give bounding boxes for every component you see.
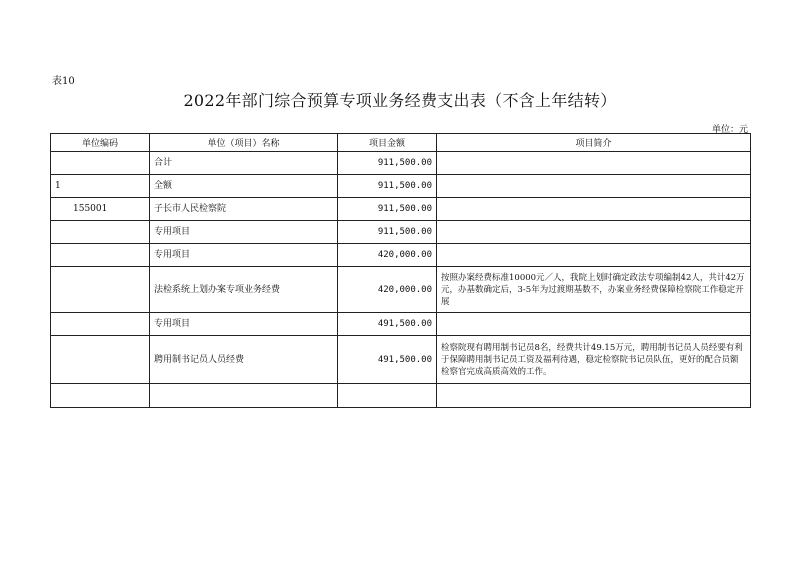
code-cell	[51, 244, 150, 267]
intro-cell	[437, 313, 751, 336]
amount-cell: 420,000.00	[338, 267, 437, 313]
amount-cell: 491,500.00	[338, 313, 437, 336]
amount-cell: 911,500.00	[338, 175, 437, 198]
table-row	[51, 244, 751, 267]
unit-label: 单位：元	[711, 125, 748, 135]
table-row	[51, 384, 751, 408]
code-cell	[51, 221, 150, 244]
name-cell	[150, 384, 338, 408]
amount-cell: 911,500.00	[338, 198, 437, 221]
intro-cell	[437, 175, 751, 198]
header-row	[51, 134, 751, 152]
name-cell: 法检系统上划办案专项业务经费	[150, 267, 338, 313]
code-cell	[51, 336, 150, 384]
table-row	[51, 198, 751, 221]
table-row	[51, 221, 751, 244]
intro-cell	[437, 152, 751, 175]
table-row	[51, 152, 751, 175]
column-header-amount: 项目金额	[338, 134, 437, 152]
name-cell: 子长市人民检察院	[150, 198, 338, 221]
intro-cell	[437, 198, 751, 221]
name-cell: 合计	[150, 152, 338, 175]
intro-cell	[437, 221, 751, 244]
amount-cell	[338, 384, 437, 408]
column-header-name: 单位（项目）名称	[150, 134, 338, 152]
column-header-code: 单位编码	[51, 134, 150, 152]
page-title: 2022年部门综合预算专项业务经费支出表（不含上年结转）	[183, 91, 617, 110]
code-cell	[51, 267, 150, 313]
code-cell	[51, 313, 150, 336]
name-cell: 专用项目	[150, 244, 338, 267]
intro-cell	[437, 244, 751, 267]
name-cell: 专用项目	[150, 313, 338, 336]
code-cell: 1	[51, 175, 150, 198]
column-header-intro: 项目简介	[437, 134, 751, 152]
amount-cell: 420,000.00	[338, 244, 437, 267]
budget-table	[50, 133, 751, 408]
code-cell	[51, 384, 150, 408]
code-cell	[51, 152, 150, 175]
intro-cell: 检察院现有聘用制书记员8名，经费共计49.15万元，聘用制书记员人员经要有利于保障聘用制书记员工资及福利待遇，稳定检察院书记员队伍，更好的配合员额检察官完成高质高效的工作。	[437, 336, 751, 384]
table-row	[51, 267, 751, 313]
code-cell: 155001	[51, 198, 150, 221]
amount-cell: 911,500.00	[338, 221, 437, 244]
amount-cell: 911,500.00	[338, 152, 437, 175]
amount-cell: 491,500.00	[338, 336, 437, 384]
intro-cell	[437, 384, 751, 408]
table-row	[51, 175, 751, 198]
name-cell: 全额	[150, 175, 338, 198]
name-cell: 聘用制书记员人员经费	[150, 336, 338, 384]
table-number: 表10	[52, 76, 75, 87]
intro-cell: 按照办案经费标准10000元／人，我院上划时确定政法专项编制42人，共计42万元，办基数确定后，3-5年为过渡期基数不，办案业务经费保障检察院工作稳定开展	[437, 267, 751, 313]
table-row	[51, 313, 751, 336]
name-cell: 专用项目	[150, 221, 338, 244]
table-row	[51, 336, 751, 384]
